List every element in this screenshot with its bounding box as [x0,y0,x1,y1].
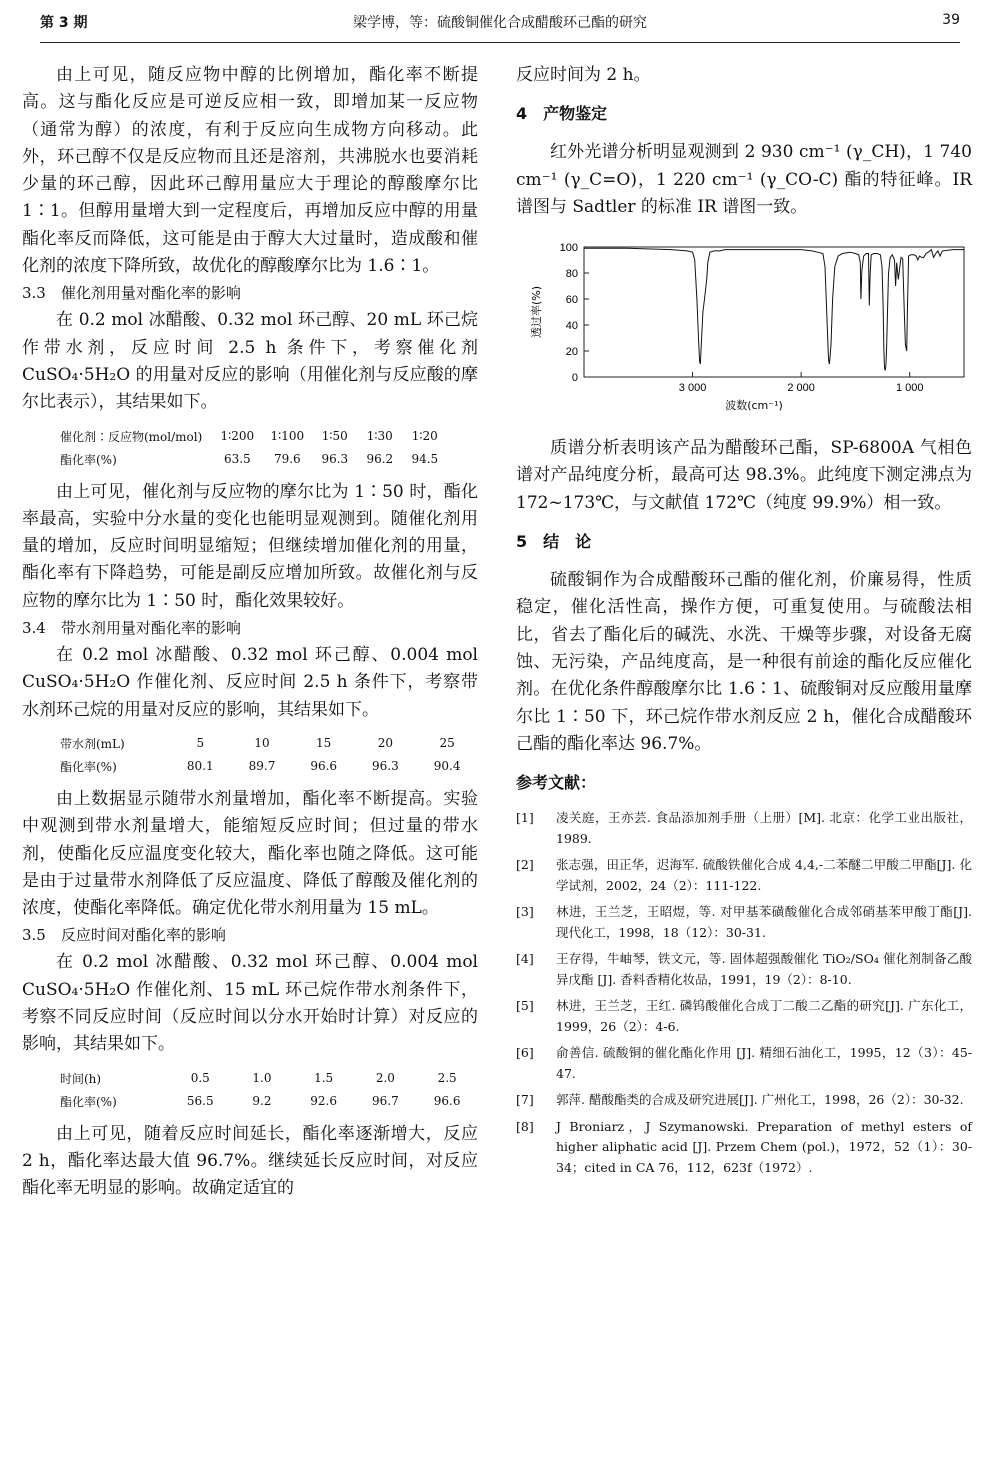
row-label: 时间(h) [60,1071,102,1086]
reference-text: 郭萍. 醋酸酯类的合成及研究进展[J]. 广州化工，1998，26（2）：30-32. [556,1092,964,1108]
ir-spectrum-svg [516,237,972,417]
table-cell: 96.2 [366,452,394,467]
paragraph: 硫酸铜作为合成醋酸环己酯的催化剂，价廉易得，性质稳定，催化活性高，操作方便，可重复使用。与硫酸法相比，省去了酯化后的碱洗、水洗、干燥等步骤，对设备无腐蚀、无污染，产品纯度高，是一种很有前途的酯化反应催化剂。在优化条件醇酸摩尔比 1.6∶1、硫酸铜对反应酸用量摩尔比 1∶50 下，环己烷作带水剂反应 2 h，催化合成醋酸环己酯的酯化率达 96.7%。 [516,570,972,754]
table-cell: 1∶50 [321,429,348,444]
table-cell: 89.7 [248,759,276,774]
section-heading-3-3: 3.3 催化剂用量对酯化率的影响 [22,284,241,303]
reference-number: [1] [516,810,534,826]
paragraph: 由上可见，随反应物中醇的比例增加，酯化率不断提高。这与酯化反应是可逆反应相一致，即增加某一反应物（通常为醇）的浓度，有利于反应向生成物方向移动。此外，环己醇不仅是反应物而且还是溶剂，共沸脱水也要消耗少量的环己醇，因此环己醇用量应大于理论的醇酸摩尔比 1∶1。但醇用量增大到一定程度后，再增加反应中醇的用量酯化率反而降低，这可能是由于醇大大过量时，造成酸和催化剂的浓度下降所致，故优化的醇酸摩尔比为 1.6∶1。 [22,65,478,277]
reference-text: 俞善信. 硫酸铜的催化酯化作用 [J]. 精细石油化工，1995，12（3）：45-47. [556,1045,972,1081]
reference-number: [6] [516,1045,534,1061]
table-cell: 1∶100 [270,429,305,444]
table-cell: 56.5 [186,1094,214,1109]
section-heading-3-4: 3.4 带水剂用量对酯化率的影响 [22,619,241,638]
table-cell: 2.5 [437,1071,457,1086]
table-row [60,1067,478,1090]
paragraph: 红外光谱分析明显观测到 2 930 cm⁻¹ (γ_CH)，1 740 cm⁻¹ (γ_C=O)，1 220 cm⁻¹ (γ_CO-C) 酯的特征峰。IR 谱图与 Sadtler 的标准 IR 谱图一致。 [516,142,972,217]
y-tick-label: 100 [559,242,578,255]
x-tick-label: 3 000 [678,382,707,395]
solvent-table [60,732,478,778]
reference-item [516,902,972,943]
reference-list [516,808,972,1178]
paragraph: 在 0.2 mol 冰醋酸、0.32 mol 环己醇、20 mL 环己烷作带水剂，反应时间 2.5 h 条件下，考察催化剂 CuSO₄·5H₂O 的用量对反应的影响（用催化剂与反应酸的摩尔比表示），其结果如下。 [22,310,478,413]
y-tick-label: 20 [565,346,578,359]
reference-text: 王存得，牛岫琴，铁文元，等. 固体超强酸催化 TiO₂/SO₄ 催化剂制备乙酸异戊酯 [J]. 香料香精化妆品，1991，19（2）：8-10. [556,951,972,987]
table-cell: 2.0 [375,1071,395,1086]
table-cell: 90.4 [433,759,461,774]
y-axis-label: 透过率(%) [530,286,543,339]
table-cell: 96.3 [321,452,349,467]
reference-item [516,855,972,896]
row-label: 酯化率(%) [60,759,117,774]
plot-area [529,242,964,412]
reference-item [516,1090,972,1111]
page-number: 39 [942,12,960,28]
y-tick-label: 0 [571,372,578,385]
table-cell: 1∶200 [220,429,255,444]
paragraph: 由上可见，催化剂与反应物的摩尔比为 1∶50 时，酯化率最高，实验中分水量的变化也能明显观测到。随催化剂用量的增加，反应时间明显缩短；但继续增加催化剂的用量，酯化率有下降趋势，可能是副反应增加所致。故催化剂与反应物的摩尔比为 1∶50 时，酯化效果较好。 [22,481,478,611]
paragraph: 质谱分析表明该产品为醋酸环己酯，SP-6800A 气相色谱对产品纯度分析，最高可达 98.3%。此纯度下测定沸点为 172~173℃，与文献值 172℃（纯度 99.9%）相一致。 [516,438,972,513]
y-tick-label: 60 [565,294,578,307]
table-cell: 0.5 [190,1071,210,1086]
x-axis-label: 波数(cm⁻¹) [725,399,783,413]
table-cell: 1.5 [314,1071,334,1086]
paragraph: 在 0.2 mol 冰醋酸、0.32 mol 环己醇、0.004 mol CuSO₄·5H₂O 作催化剂、15 mL 环己烷作带水剂条件下，考察不同反应时间（反应时间以分水开始时计算）对反应的影响，其结果如下。 [22,952,478,1055]
table-cell: 96.7 [372,1094,399,1109]
reference-item [516,949,972,990]
reference-number: [2] [516,857,534,873]
table-cell: 25 [439,736,455,751]
reference-item [516,996,972,1037]
row-label: 带水剂(mL) [60,736,125,751]
reference-number: [5] [516,998,534,1014]
reference-item [516,1117,972,1179]
section-heading-5: 5 结 论 [516,532,592,552]
reference-number: [8] [516,1118,534,1134]
table-cell: 79.6 [273,452,301,467]
section-heading-4: 4 产物鉴定 [516,104,608,124]
table-row [60,732,478,755]
table-row [60,448,447,471]
table-cell: 1∶30 [366,429,393,444]
right-column [516,62,972,1184]
catalyst-table [60,425,447,471]
paragraph: 由上数据显示随带水剂量增加，酯化率不断提高。实验中观测到带水剂量增大，能缩短反应时间；但过量的带水剂，使酯化反应温度变化较大，酯化率也随之降低。这可能是由于过量带水剂降低了反应温度、降低了醇酸及催化剂的浓度，使酯化率降低。确定优化带水剂用量为 15 mL。 [22,788,478,919]
left-column [22,62,478,1203]
row-label: 酯化率(%) [60,1094,117,1109]
table-cell: 96.3 [372,759,399,774]
reference-text: 凌关庭，王亦芸. 食品添加剂手册（上册）[M]. 北京：化学工业出版社，1989. [556,810,972,846]
section-heading-3-5: 3.5 反应时间对酯化率的影响 [22,926,226,945]
x-tick-label: 1 000 [895,382,924,395]
table-cell: 63.5 [223,452,251,467]
reference-text: 张志强，田正华，迟海军. 硫酸铁催化合成 4,4,-二苯醚二甲酸二甲酯[J]. 化学试剂，2002，24（2）：111-122. [556,857,972,893]
table-cell: 10 [254,736,270,751]
table-cell: 15 [316,736,332,751]
table-row [60,755,478,778]
references-heading: 参考文献： [516,773,597,793]
issue-number: 第 3 期 [40,15,88,31]
table-cell: 92.6 [310,1094,337,1109]
ir-transmittance-line [584,248,964,370]
table-cell: 1.0 [252,1071,272,1086]
time-table [60,1067,478,1113]
table-row [60,1090,478,1113]
table-cell: 96.6 [433,1094,461,1109]
paragraph: 反应时间为 2 h。 [516,65,651,85]
table-row [60,425,447,448]
ir-spectrum-chart [516,237,972,421]
reference-text: J Broniarz，J Szymanowski. Preparation of methyl esters of higher aliphatic acid [J]. Przem Chem (pol.)，1972，52（1）：30-34；cited in CA 76，112，623f（1972）. [556,1118,972,1175]
table-cell: 9.2 [252,1094,272,1109]
paragraph: 由上可见，随着反应时间延长，酯化率逐渐增大，反应 2 h，酯化率达最大值 96.7%。继续延长反应时间，对反应酯化率无明显的影响。故确定适宜的 [22,1123,478,1199]
reference-text: 林进，王兰芝，王昭煜，等. 对甲基苯磺酸催化合成邻硝基苯甲酸丁酯[J]. 现代化工，1998，18（12）：30-31. [556,904,972,940]
table-cell: 5 [196,736,205,751]
y-tick-label: 80 [565,268,578,281]
table-cell: 1∶20 [411,429,438,444]
table-cell: 96.6 [310,759,338,774]
reference-item [516,808,972,849]
reference-number: [7] [516,1092,534,1108]
table-cell: 20 [377,736,394,751]
y-tick-label: 40 [565,320,578,333]
row-label: 酯化率(%) [60,452,117,467]
reference-number: [4] [516,951,534,967]
row-label: 催化剂∶反应物(mol/mol) [60,429,203,444]
reference-text: 林进，王兰芝，王红. 磷钨酸催化合成丁二酸二乙酯的研究[J]. 广东化工，1999，26（2）：4-6. [556,998,972,1034]
reference-number: [3] [516,904,534,920]
table-cell: 80.1 [186,759,214,774]
table-cell: 94.5 [411,452,439,467]
paragraph: 在 0.2 mol 冰醋酸、0.32 mol 环己醇、0.004 mol CuSO₄·5H₂O 作催化剂、反应时间 2.5 h 条件下，考察带水剂环己烷的用量对反应的影响，其结果如下。 [22,645,478,720]
page-header [40,0,960,43]
x-tick-label: 2 000 [787,382,815,395]
reference-item [516,1043,972,1084]
running-title: 梁学博，等：硫酸铜催化合成醋酸环己酯的研究 [353,15,647,31]
